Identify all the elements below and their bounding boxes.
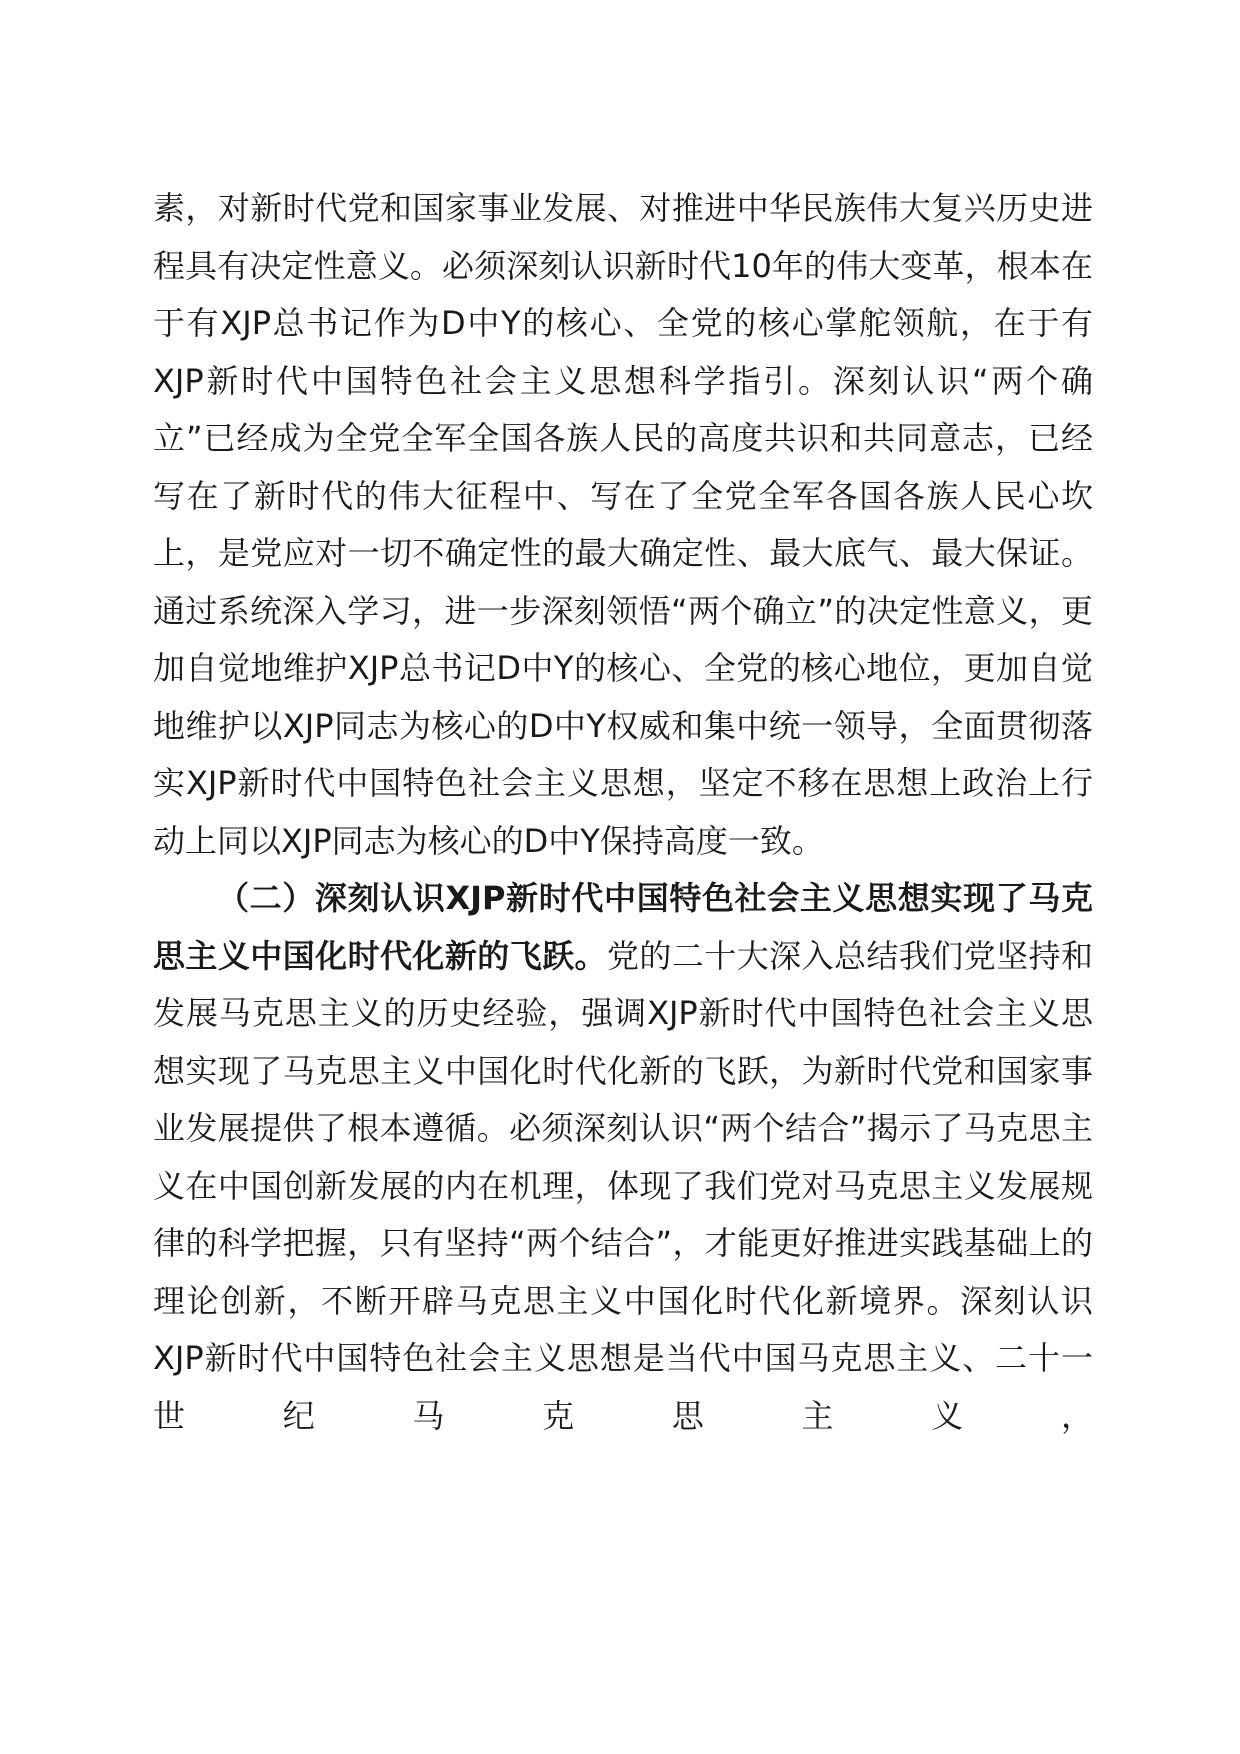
section-heading: （二）深刻认识XJP新时代中国特色社会主义思想实现了马克思主义中国化时代化新的飞跃。: [153, 879, 1093, 975]
paragraph-1-text: 素，对新时代党和国家事业发展、对推进中华民族伟大复兴历史进程具有决定性意义。必须深刻认识新时代10年的伟大变革，根本在于有XJP总书记作为D中Y的核心、全党的核心掌舵领航，在于有XJP新时代中国特色社会主义思想科学指引。深刻认识“两个确立”已经成为全党全军全国各族人民的高度共识和共同意志，已经写在了新时代的伟大征程中、写在了全党全军各国各族人民心坎上，是党应对一切不确定性的最大确定性、最大底气、最大保证。通过系统深入学习，进一步深刻领悟“两个确立”的决定性意义，更加自觉地维护XJP总书记D中Y的核心、全党的核心地位，更加自觉地维护以XJP同志为核心的D中Y权威和集中统一领导，全面贯彻落实XJP新时代中国特色社会主义思想，坚定不移在思想上政治上行动上同以XJP同志为核心的D中Y保持高度一致。: [153, 189, 1093, 860]
paragraph-1: [153, 180, 1093, 870]
paragraph-2-text: 党的二十大深入总结我们党坚持和发展马克思主义的历史经验，强调XJP新时代中国特色社会主义思想实现了马克思主义中国化时代化新的飞跃，为新时代党和国家事业发展提供了根本遵循。必须深刻认识“两个结合”揭示了马克思主义在中国创新发展的内在机理，体现了我们党对马克思主义发展规律的科学把握，只有坚持“两个结合”，才能更好推进实践基础上的理论创新，不断开辟马克思主义中国化时代化新境界。深刻认识XJP新时代中国特色社会主义思想是当代中国马克思主义、二十一世纪马克思主义，: [153, 936, 1093, 1435]
paragraph-2: [153, 870, 1093, 1445]
document-body: [153, 180, 1093, 1445]
